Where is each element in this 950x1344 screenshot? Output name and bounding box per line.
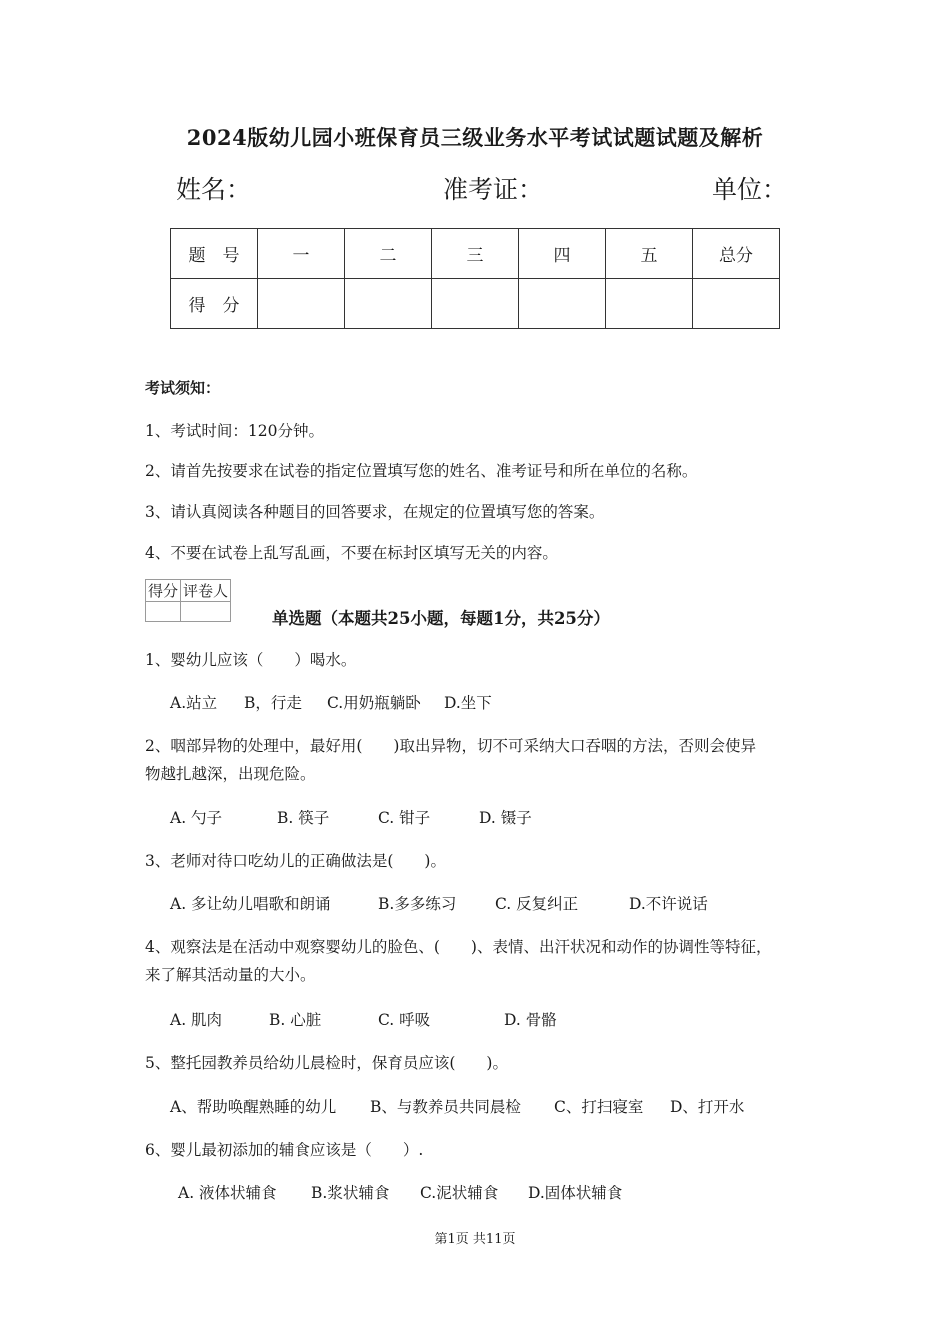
option-c[interactable]: C、打扫寝室: [554, 1098, 644, 1116]
option-b[interactable]: B. 心脏: [269, 1011, 322, 1029]
question-stem: 6、婴儿最初添加的辅食应该是（ ）.: [145, 1141, 424, 1159]
page-footer: 第1页 共11页: [434, 1232, 516, 1247]
question-stem-continued: 来了解其活动量的大小。: [145, 966, 316, 984]
option-b[interactable]: B，行走: [244, 694, 302, 712]
score-table-score-row: [171, 279, 780, 329]
option-a[interactable]: A. 勺子: [170, 809, 223, 827]
option-d[interactable]: D.固体状辅食: [528, 1184, 623, 1202]
option-b[interactable]: B. 筷子: [277, 809, 330, 827]
option-c[interactable]: C.泥状辅食: [420, 1184, 499, 1202]
grader-name-label: 评卷人: [181, 580, 231, 602]
notice-title: 考试须知：: [145, 379, 221, 397]
name-field-label: 姓名：: [176, 175, 252, 204]
option-c[interactable]: C.用奶瓶躺卧: [327, 694, 421, 712]
option-a[interactable]: A.站立: [170, 694, 218, 712]
option-d[interactable]: D.不许说话: [629, 895, 708, 913]
score-row-label: 得 分: [171, 279, 258, 329]
option-b[interactable]: B、与教养员共同晨检: [370, 1098, 521, 1116]
option-c[interactable]: C. 钳子: [378, 809, 431, 827]
question-stem-continued: 物越扎越深，出现危险。: [145, 765, 316, 783]
option-a[interactable]: A. 多让幼儿唱歌和朗诵: [170, 895, 331, 913]
option-c[interactable]: C. 反复纠正: [495, 895, 579, 913]
score-header-cell: 一: [258, 229, 345, 279]
score-cell[interactable]: [693, 279, 780, 329]
score-header-cell: 五: [606, 229, 693, 279]
notice-item: 2、请首先按要求在试卷的指定位置填写您的姓名、准考证号和所在单位的名称。: [145, 462, 698, 480]
question-stem: 2、咽部异物的处理中，最好用( )取出异物，切不可采纳大口吞咽的方法，否则会使异: [145, 737, 756, 755]
score-header-cell: 四: [519, 229, 606, 279]
question-stem: 5、整托园教养员给幼儿晨检时，保育员应该( )。: [145, 1054, 508, 1072]
option-a[interactable]: A. 液体状辅食: [178, 1184, 277, 1202]
option-d[interactable]: D、打开水: [670, 1098, 745, 1116]
notice-item: 3、请认真阅读各种题目的回答要求，在规定的位置填写您的答案。: [145, 503, 605, 521]
question-stem: 4、观察法是在活动中观察婴幼儿的脸色、( )、表情、出汗状况和动作的协调性等特征，: [145, 938, 772, 956]
notice-item: 4、不要在试卷上乱写乱画，不要在标封区填写无关的内容。: [145, 544, 558, 562]
option-a[interactable]: A、帮助唤醒熟睡的幼儿: [170, 1098, 337, 1116]
score-cell[interactable]: [258, 279, 345, 329]
option-d[interactable]: D.坐下: [444, 694, 492, 712]
score-cell[interactable]: [345, 279, 432, 329]
score-header-cell: 总分: [693, 229, 780, 279]
exam-number-field-label: 准考证：: [443, 175, 544, 204]
score-table: [170, 228, 780, 329]
score-header-cell: 题 号: [171, 229, 258, 279]
question-stem: 3、老师对待口吃幼儿的正确做法是( )。: [145, 852, 446, 870]
score-header-cell: 三: [432, 229, 519, 279]
score-cell[interactable]: [432, 279, 519, 329]
option-d[interactable]: D. 骨骼: [504, 1011, 557, 1029]
grader-score-cell[interactable]: [146, 602, 181, 622]
grader-box: [145, 579, 231, 622]
score-header-cell: 二: [345, 229, 432, 279]
notice-item: 1、考试时间：120分钟。: [145, 422, 324, 440]
section-title: 单选题（本题共25小题，每题1分，共25分）: [272, 609, 610, 628]
grader-score-label: 得分: [146, 580, 181, 602]
option-d[interactable]: D. 镊子: [479, 809, 532, 827]
option-c[interactable]: C. 呼吸: [378, 1011, 431, 1029]
option-b[interactable]: B.多多练习: [378, 895, 457, 913]
score-cell[interactable]: [519, 279, 606, 329]
question-stem: 1、婴幼儿应该（ ）喝水。: [145, 651, 357, 669]
grader-name-cell[interactable]: [181, 602, 231, 622]
unit-field-label: 单位：: [712, 175, 788, 204]
score-table-header-row: [171, 229, 780, 279]
option-b[interactable]: B.浆状辅食: [311, 1184, 390, 1202]
document-title: 2024版幼儿园小班保育员三级业务水平考试试题试题及解析: [186, 125, 764, 150]
option-a[interactable]: A. 肌肉: [170, 1011, 223, 1029]
score-cell[interactable]: [606, 279, 693, 329]
